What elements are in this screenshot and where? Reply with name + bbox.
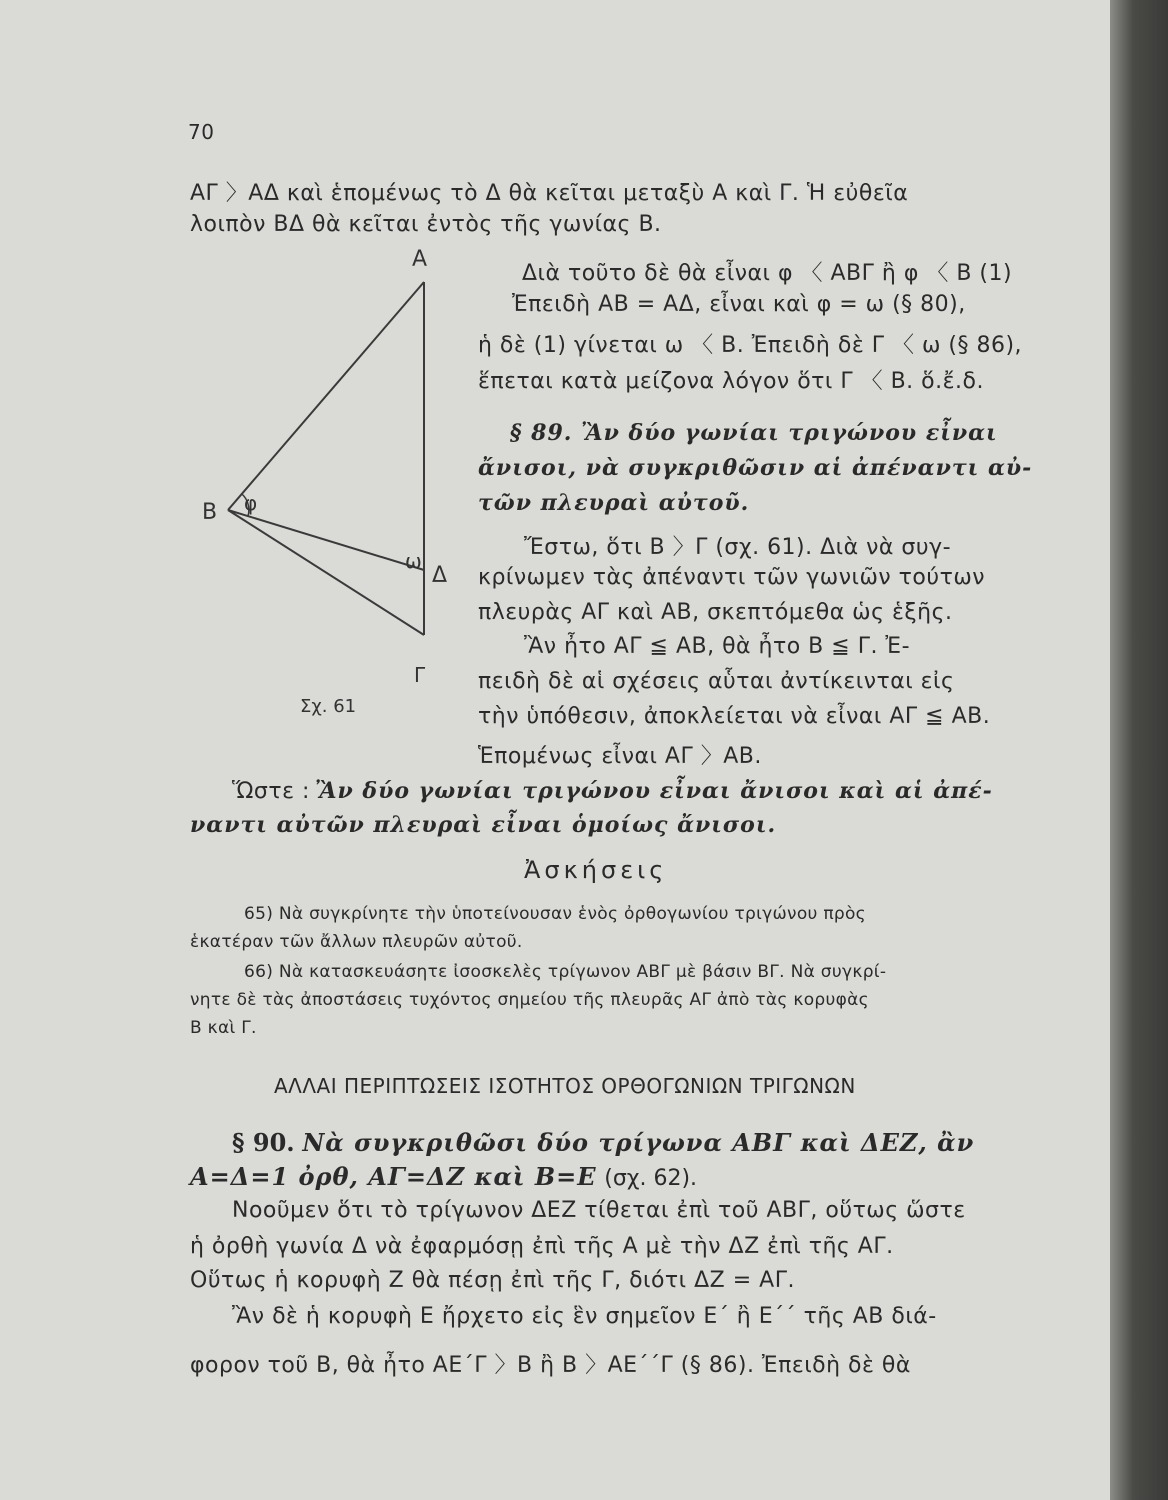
section-heading: ΑΛΛΑΙ ΠΕΡΙΠΤΩΣΕΙΣ ΙΣΟΤΗΤΟΣ ΟΡΘΟΓΩΝΙΩΝ ΤΡΙΓΩΝΩΝ xyxy=(274,1074,856,1098)
proof-line-4: ἕπεται κατὰ μείζονα λόγον ὅτι Γ 〈 Β. ὅ.ἔ.δ. xyxy=(478,369,984,394)
exercises-heading: Ἀσκήσεις xyxy=(524,856,668,884)
conclusion-line-1 xyxy=(232,778,993,804)
section-90-line-1: Νοοῦμεν ὅτι τὸ τρίγωνον ΔΕΖ τίθεται ἐπὶ τοῦ ΑΒΓ, οὕτως ὥστε xyxy=(232,1198,966,1223)
label-phi: φ xyxy=(244,491,258,515)
section-89-line-5: πειδὴ δὲ αἱ σχέσεις αὗται ἀντίκεινται εἰς xyxy=(478,669,955,694)
section-89-line-7: Ἑπομένως εἶναι ΑΓ 〉ΑΒ. xyxy=(478,744,762,769)
segment-BD xyxy=(228,510,424,570)
page-edge-shadow xyxy=(1110,0,1168,1500)
section-90-line-2: ἡ ὀρθὴ γωνία Δ νὰ ἐφαρμόσῃ ἐπὶ τῆς Α μὲ τὴν ΔΖ ἐπὶ τῆς ΑΓ. xyxy=(190,1234,894,1259)
label-A: Α xyxy=(412,247,428,272)
section-89-title-3: τῶν πλευραὶ αὐτοῦ. xyxy=(478,490,750,516)
proof-line-1: Διὰ τοῦτο δὲ θὰ εἶναι φ 〈 ΑΒΓ ἢ φ 〈 Β (1) xyxy=(522,261,1013,286)
exercise-66-line-3: Β καὶ Γ. xyxy=(190,1018,257,1038)
exercise-65-line-2: ἑκατέραν τῶν ἄλλων πλευρῶν αὐτοῦ. xyxy=(190,932,523,952)
section-90-ref: (σχ. 62). xyxy=(604,1166,698,1191)
exercise-66-line-2: νητε δὲ τὰς ἀποστάσεις τυχόντος σημείου τῆς πλευρᾶς ΑΓ ἀπὸ τὰς κορυφὰς xyxy=(190,990,869,1010)
label-omega: ω xyxy=(405,549,422,573)
triangle-figure-61 xyxy=(150,240,460,720)
exercise-66-line-1: 66) Νὰ κατασκευάσητε ἰσοσκελὲς τρίγωνον ΑΒΓ μὲ βάσιν ΒΓ. Νὰ συγκρί- xyxy=(244,962,887,982)
section-90-title-1: Νὰ συγκριθῶσι δύο τρίγωνα ΑΒΓ καὶ ΔΕΖ, ἂν xyxy=(302,1128,975,1157)
conclusion-text-1: Ἂν δύο γωνίαι τριγώνου εἶναι ἄνισοι καὶ αἱ ἀπέ- xyxy=(314,778,993,804)
section-89-line-1: Ἔστω, ὅτι Β 〉Γ (σχ. 61). Διὰ νὰ συγ- xyxy=(524,535,952,560)
label-B: Β xyxy=(202,500,218,525)
section-90-line-4: Ἂν δὲ ἡ κορυφὴ Ε ἤρχετο εἰς ἓν σημεῖον Ε΄ ἢ Ε΄΄ τῆς ΑΒ διά- xyxy=(232,1304,937,1329)
section-89-line-4: Ἂν ἦτο ΑΓ ≦ ΑΒ, θὰ ἦτο Β ≦ Γ. Ἐ- xyxy=(524,634,911,659)
figure-caption: Σχ. 61 xyxy=(300,696,357,717)
section-89-title-1: § 89. Ἂν δύο γωνίαι τριγώνου εἶναι xyxy=(510,420,998,446)
label-G: Γ xyxy=(414,663,426,687)
page-number: 70 xyxy=(188,120,215,144)
exercise-65-line-1: 65) Νὰ συγκρίνητε τὴν ὑποτείνουσαν ἑνὸς ὀρθογωνίου τριγώνου πρὸς xyxy=(244,904,866,924)
section-89-title-2: ἄνισοι, νὰ συγκριθῶσιν αἱ ἀπέναντι αὐ- xyxy=(478,455,1033,481)
conclusion-prefix: Ὥστε : xyxy=(232,779,310,804)
section-89-line-3: πλευρὰς ΑΓ καὶ ΑΒ, σκεπτόμεθα ὡς ἑξῆς. xyxy=(478,600,953,625)
section-90-number: § 90. xyxy=(232,1128,295,1157)
side-BG xyxy=(228,510,424,635)
intro-line-1: ΑΓ 〉ΑΔ καὶ ἑπομένως τὸ Δ θὰ κεῖται μεταξὺ Α καὶ Γ. Ἡ εὐθεῖα xyxy=(190,181,909,206)
proof-line-3: ἡ δὲ (1) γίνεται ω 〈 Β. Ἐπειδὴ δὲ Γ 〈 ω (§ 86), xyxy=(478,333,1023,358)
intro-line-2: λοιπὸν ΒΔ θὰ κεῖται ἐντὸς τῆς γωνίας Β. xyxy=(190,212,662,237)
section-89-line-6: τὴν ὑπόθεσιν, ἀποκλείεται νὰ εἶναι ΑΓ ≦ ΑΒ. xyxy=(478,704,991,729)
section-89-line-2: κρίνωμεν τὰς ἀπέναντι τῶν γωνιῶν τούτων xyxy=(478,565,986,590)
section-90-title-line-2 xyxy=(190,1162,697,1191)
section-90-title-line-1 xyxy=(232,1128,974,1157)
label-D: Δ xyxy=(432,563,448,588)
proof-line-2: Ἐπειδὴ ΑΒ = ΑΔ, εἶναι καὶ φ = ω (§ 80), xyxy=(512,292,966,317)
section-90-line-3: Οὕτως ἡ κορυφὴ Ζ θὰ πέσῃ ἐπὶ τῆς Γ, διότι ΔΖ = ΑΓ. xyxy=(190,1268,795,1293)
section-90-title-2: Α=Δ=1 ὀρθ, ΑΓ=ΔΖ καὶ Β=Ε xyxy=(190,1162,597,1191)
conclusion-line-2: ναντι αὐτῶν πλευραὶ εἶναι ὁμοίως ἄνισοι. xyxy=(190,812,777,838)
section-90-line-5: φορον τοῦ Β, θὰ ἦτο ΑΕ΄Γ 〉Β ἢ Β 〉ΑΕ΄΄Γ (§ 86). Ἐπειδὴ δὲ θὰ xyxy=(190,1353,911,1378)
side-AB xyxy=(228,282,424,510)
